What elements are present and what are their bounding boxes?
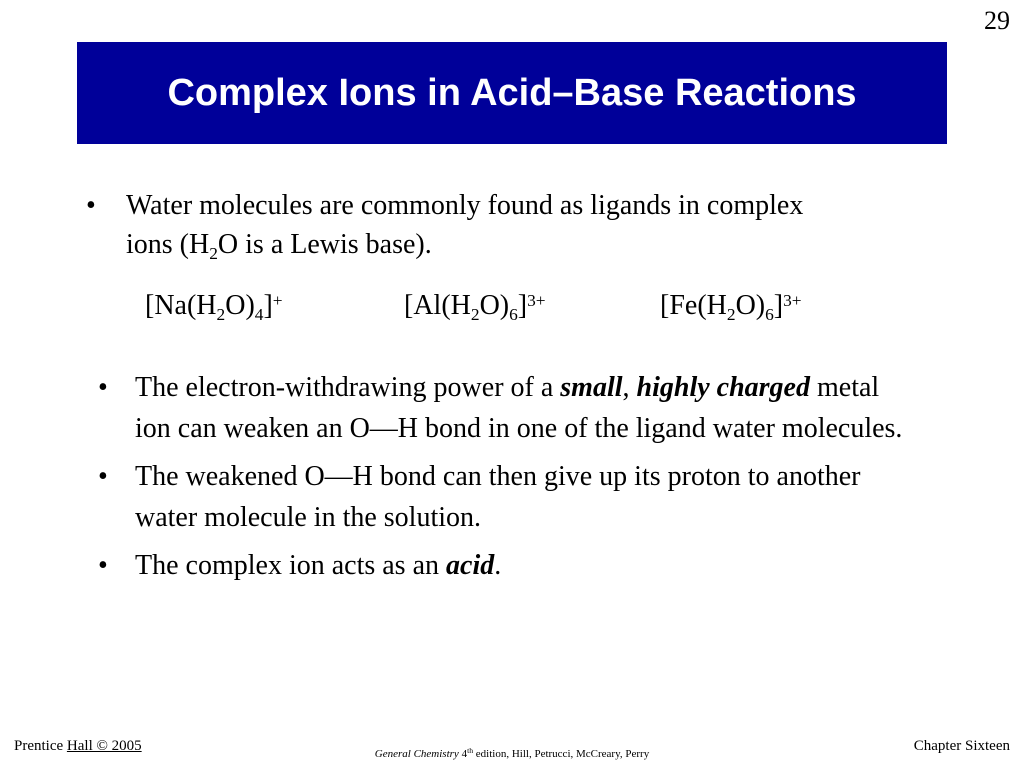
formula-part: O): [735, 290, 766, 321]
footer-edition-sup: th: [467, 746, 474, 756]
bullet-item: [98, 368, 918, 449]
formula-part: [Na(H: [145, 290, 217, 321]
bullet-marker: •: [86, 190, 96, 221]
intro-text-2: O is a Lewis base).: [217, 229, 432, 261]
footer-publisher-link[interactable]: Hall © 2005: [66, 738, 142, 754]
emphasis-acid: acid: [446, 550, 495, 582]
bullet-text: metal ion can weaken an O—H bond in one of the ligand water molecules.: [135, 372, 903, 444]
formula-sodium-complex: [145, 290, 283, 322]
slide-title: Complex Ions in Acid–Base Reactions: [167, 71, 857, 114]
bullet-marker: •: [98, 461, 108, 493]
footer-book-title: General Chemistry: [374, 748, 459, 760]
formula-part: ]: [517, 290, 528, 321]
footer-publisher-prefix: Prentice: [14, 738, 67, 754]
intro-bullet-row: [86, 186, 856, 264]
bullet-marker: •: [98, 550, 108, 582]
bullet-text: The weakened O—H bond can then give up its proton to another water molecule in the solution.: [135, 461, 861, 533]
bullet-item: [98, 457, 918, 538]
formula-subscript: 6: [765, 304, 774, 324]
emphasis-small: small: [560, 372, 623, 403]
formula-part: ]: [773, 290, 784, 321]
footer-edition: 4: [458, 748, 468, 760]
formula-part: O): [479, 290, 510, 321]
formula-part: [Al(H: [404, 290, 471, 321]
bullet-text: .: [494, 550, 502, 582]
formula-subscript: 4: [254, 304, 264, 324]
bullet-text: The electron-withdrawing power of a: [135, 372, 561, 403]
bullet-marker: •: [98, 372, 108, 403]
formula-part: ]: [263, 290, 273, 321]
emphasis-highly-charged: highly charged: [636, 372, 810, 403]
title-banner: [77, 42, 947, 144]
formula-subscript: 2: [470, 304, 480, 324]
formula-subscript: 6: [509, 304, 518, 324]
intro-text-1: Water molecules are commonly found as ligands in complex ions (H: [126, 190, 804, 261]
bullet-item: [98, 546, 918, 587]
bullet-list: [98, 368, 918, 595]
bullet-text: The complex ion acts as an: [135, 550, 447, 582]
footer-authors: edition, Hill, Petrucci, McCreary, Perry: [473, 748, 650, 760]
footer-chapter: Chapter Sixteen: [913, 738, 1010, 754]
intro-bullet: [86, 186, 856, 264]
formula-part: [Fe(H: [660, 290, 727, 321]
formula-aluminum-complex: [404, 290, 546, 322]
formula-subscript: 2: [726, 304, 736, 324]
formula-charge: 3+: [783, 291, 802, 311]
formula-charge: +: [272, 291, 283, 311]
page-number: 29: [984, 6, 1010, 35]
formula-part: O): [225, 290, 255, 321]
intro-subscript: 2: [209, 243, 218, 263]
formula-iron-complex: [660, 290, 802, 322]
bullet-text: ,: [622, 372, 637, 403]
footer-citation: [0, 748, 1024, 760]
formula-subscript: 2: [216, 304, 226, 324]
formula-charge: 3+: [527, 291, 546, 311]
